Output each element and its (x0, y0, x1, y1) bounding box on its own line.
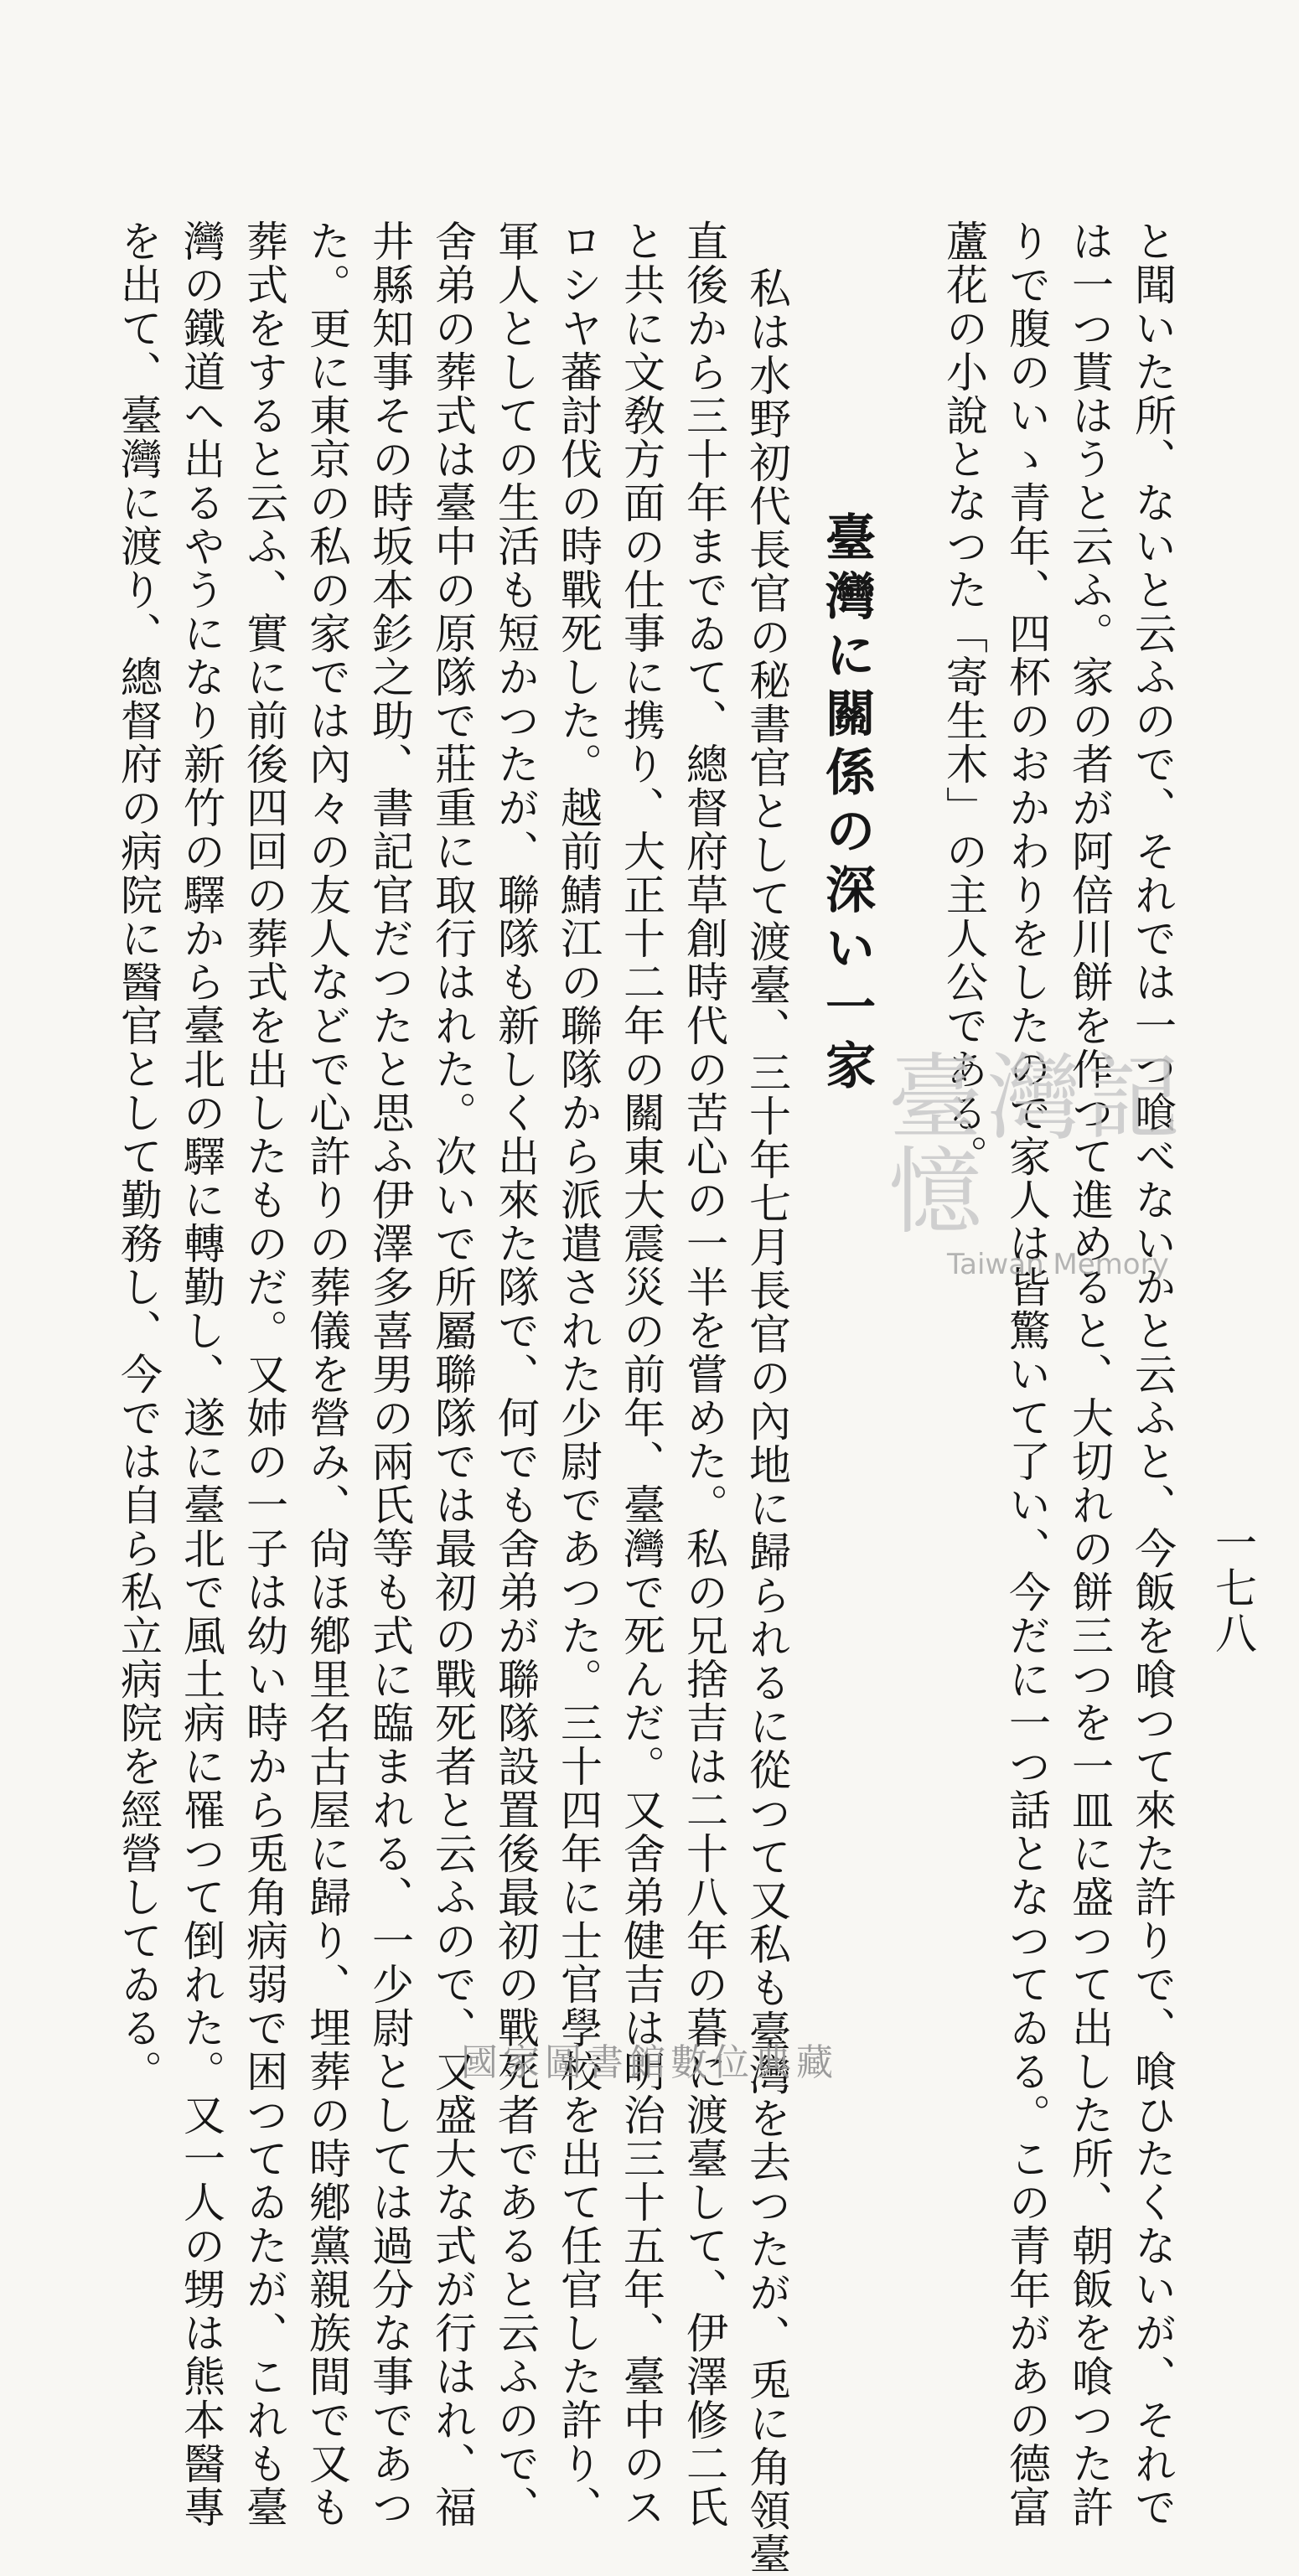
text-column: 井縣知事その時坂本釤之助、書記官だつたと思ふ伊澤多喜男の兩氏等も式に臨まれる、一少尉としては過分な事であつ (365, 220, 414, 2529)
text-column: 蘆花の小說となつた「寄生木」の主人公である。 (939, 220, 988, 1178)
watermark-title: 臺灣記憶 (888, 1044, 1185, 1247)
page-number: 一七八 (1208, 1521, 1257, 1657)
text-column: 直後から三十年までゐて、總督府草創時代の苦心の一半を嘗めた。私の兄捨吉は二十八年の暮に渡臺して、伊澤修二氏 (680, 220, 728, 2529)
text-column: と聞いた所、ないと云ふので、それでは一つ喰べないかと云ふと、今飯を喰つて來た許りで、喰ひたくないが、それで (1128, 220, 1177, 2529)
text-column: 私は水野初代長官の秘書官として渡臺、三十年七月長官の內地に歸られるに從つて又私も臺灣を去つたが、兎に角領臺 (743, 266, 791, 2576)
text-column: と共に文敎方面の仕事に携り、大正十二年の關東大震災の前年、臺灣で死んだ。又舍弟健吉は明治三十五年、臺中のス (617, 220, 665, 2529)
text-column: た。更に東京の私の家では內々の友人などで心許りの葬儀を營み、尙ほ鄕里名古屋に歸り、埋葬の時鄕黨親族間で又も (303, 220, 351, 2529)
text-column: 舍弟の葬式は臺中の原隊で莊重に取行はれた。次いで所屬聯隊では最初の戰死者と云ふので、又盛大な式が行はれ、福 (428, 220, 477, 2529)
text-column: 軍人としての生活も短かつたが、聯隊も新しく出來た隊で、何でも舍弟が聯隊設置後最初の戰死者であると云ふので、 (491, 220, 540, 2529)
taiwan-memory-watermark (888, 1044, 1240, 1281)
watermark-subtitle: Taiwan Memory (947, 1248, 1169, 1281)
section-heading: 臺灣に關係の深い一家 (817, 511, 876, 1098)
text-column: は一つ貰はうと云ふ。家の者が阿倍川餅を作つて進めると、大切れの餅三つを一皿に盛つて出した所、朝飯を喰つた許 (1065, 220, 1114, 2529)
text-column: ロシヤ蕃討伐の時戰死した。越前鯖江の聯隊から派遣された少尉であつた。三十四年に士官學校を出て任官した許り、 (554, 220, 603, 2529)
text-column: 葬式をすると云ふ、實に前後四回の葬式を出したものだ。又姉の一子は幼い時から兎角病弱で困つてゐたが、これも臺 (240, 220, 288, 2529)
text-column: を出て、臺灣に渡り、總督府の病院に醫官として勤務し、今では自ら私立病院を經營してゐる。 (114, 220, 163, 2093)
footer-credit: 國家圖書館數位典藏 (461, 2041, 838, 2084)
text-column: りで腹のいゝ青年、四杯のおかわりをしたので家人は皆驚いて了い、今だに一つ話となつてゐる。この青年があの德富 (1002, 220, 1051, 2529)
text-column: 灣の鐵道へ出るやうになり新竹の驛から臺北の驛に轉勤し、遂に臺北で風土病に罹つて倒れた。又一人の甥は熊本醫專 (177, 220, 225, 2529)
